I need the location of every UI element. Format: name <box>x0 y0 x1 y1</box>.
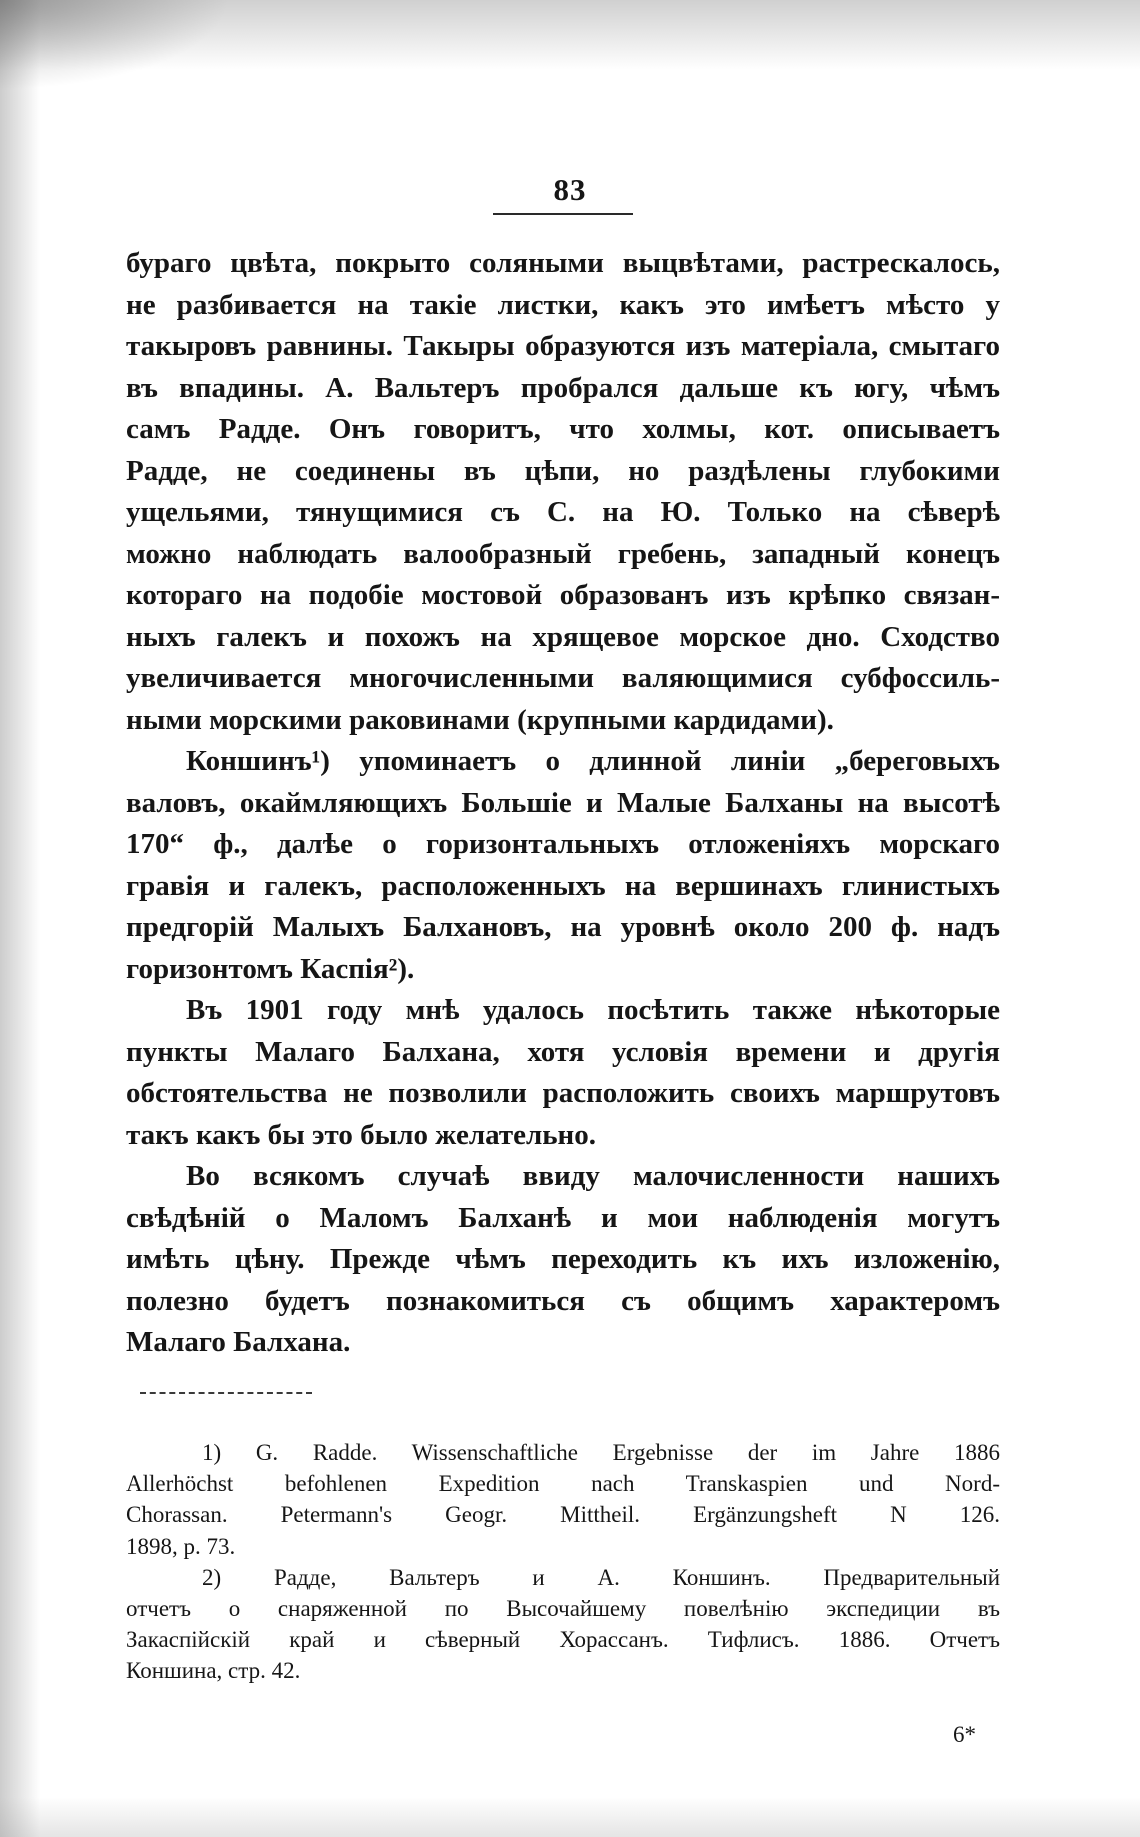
text-line: имѣть цѣну. Прежде чѣмъ переходить къ ихъ изложенію, <box>126 1243 1000 1275</box>
text-line: горизонтомъ Каспія²). <box>126 952 415 985</box>
page-number: 83 <box>553 172 587 207</box>
footnote-line: отчетъ о снаряженной по Высочайшему повелѣнію экспедиции въ <box>126 1595 1000 1621</box>
text-line: Коншинъ¹) упоминаетъ о длинной линіи „береговыхъ <box>186 745 1000 777</box>
footnote-separator <box>140 1392 312 1394</box>
footnote-line: 1898, p. 73. <box>126 1533 236 1559</box>
signature-mark: 6* <box>953 1722 976 1747</box>
footnote-line: Allerhöchst befohlenen Expedition nach Transkaspien und Nord- <box>126 1471 1000 1497</box>
scan-shadow-corner <box>0 0 230 90</box>
footnote-line: Закаспійскій край и сѣверный Хорассанъ. Тифлисъ. 1886. Отчетъ <box>126 1627 1000 1653</box>
footnote-line: 2) Радде, Вальтеръ и А. Коншинъ. Предварительный <box>202 1564 1000 1590</box>
text-line: Малаго Балхана. <box>126 1326 351 1358</box>
scan-shadow-bottom <box>0 1797 1140 1837</box>
text-line: котораго на подобіе мостовой образованъ изъ крѣпко связан- <box>126 579 1000 611</box>
text-line: въ впадины. А. Вальтеръ пробрался дальше къ югу, чѣмъ <box>126 371 1000 404</box>
text-line: обстоятельства не позволили расположить своихъ маршрутовъ <box>126 1077 1000 1109</box>
main-text <box>126 243 1000 1364</box>
scan-shadow-left <box>0 0 40 1837</box>
text-line: Радде, не соединены въ цѣпи, но раздѣлены глубокими <box>126 454 1000 487</box>
text-line: бураго цвѣта, покрыто соляными выцвѣтами, растрескалось, <box>126 247 1000 279</box>
page-number-rule <box>493 213 633 215</box>
text-line: пункты Малаго Балхана, хотя условія времени и другія <box>126 1035 1000 1068</box>
text-line: ныхъ галекъ и похожъ на хрящевое морское дно. Сходство <box>126 620 1000 653</box>
text-line: самъ Радде. Онъ говоритъ, что холмы, кот. описываетъ <box>126 413 1000 445</box>
text-line: такыровъ равнины. Такыры образуются изъ матеріала, смытаго <box>126 330 1000 362</box>
text-line: не разбивается на такіе листки, какъ это имѣетъ мѣсто у <box>126 288 1000 321</box>
text-line: Во всякомъ случаѣ ввиду малочисленности нашихъ <box>186 1160 1000 1192</box>
text-line: 170“ ф., далѣе о горизонтальныхъ отложеніяхъ морскаго <box>126 828 1000 860</box>
text-line: гравія и галекъ, расположенныхъ на вершинахъ глинистыхъ <box>126 869 1000 902</box>
text-line: свѣдѣній о Маломъ Балханѣ и мои наблюденія могутъ <box>126 1201 1000 1234</box>
footnote-line: Chorassan. Petermann's Geogr. Mittheil. Ergänzungsheft N 126. <box>126 1502 1000 1528</box>
text-line: валовъ, окаймляющихъ Большіе и Малые Балханы на высотѣ <box>126 786 1000 819</box>
footnote-line: Коншина, стр. 42. <box>126 1658 301 1684</box>
text-line: полезно будетъ познакомиться съ общимъ характеромъ <box>126 1284 1000 1317</box>
text-line: Въ 1901 году мнѣ удалось посѣтить также нѣкоторые <box>186 994 1000 1026</box>
text-line: такъ какъ бы это было желательно. <box>126 1118 597 1151</box>
footnotes <box>126 1437 1000 1687</box>
text-line: увеличивается многочисленными валяющимися субфоссиль- <box>126 662 1000 694</box>
text-line: можно наблюдать валообразный гребень, западный конецъ <box>126 537 1000 570</box>
text-line: предгорій Малыхъ Балхановъ, на уровнѣ около 200 ф. надъ <box>126 911 1000 943</box>
text-line: ными морскими раковинами (крупными кардидами). <box>126 703 834 736</box>
text-line: ущельями, тянущимися съ С. на Ю. Только на сѣверѣ <box>126 496 1000 528</box>
footnote-line: 1) G. Radde. Wissenschaftliche Ergebnisse der im Jahre 1886 <box>202 1440 1000 1465</box>
